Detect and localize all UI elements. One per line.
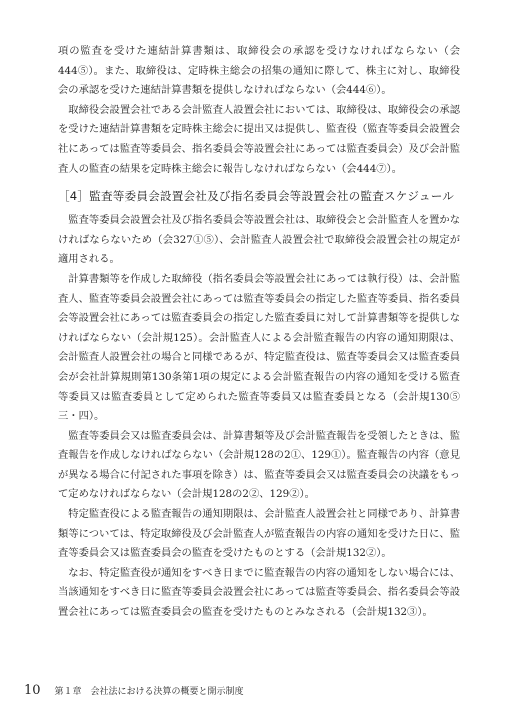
- page-footer: [24, 683, 244, 698]
- section-heading: ［4］監査等委員会設置会社及び指名委員会等設置会社の監査スケジュール: [58, 189, 455, 204]
- page-number: 10: [24, 683, 41, 698]
- paragraph-2: 取締役会設置会社である会計監査人設置会社においては、取締役は、取締役会の承認を受けた連結計算書類を定時株主総会に提出又は提供し、監査役（監査等委員会設置会社にあっては監査等委員会、指名委員会等設置会社にあっては監査委員会）及び会計監査人の監査の結果を定時株主総会に報告しなければならない（会444⑦）。: [58, 103, 460, 175]
- paragraph-4: 計算書類等を作成した取締役（指名委員会等設置会社にあっては執行役）は、会計監査人、監査等委員会設置会社にあっては監査等委員会の指定した監査等委員、指名委員会等設置会社にあっては監査委員会の指定した監査委員に対して計算書類等を提供しなければならない（会計規125）。会計監査人による会計監査報告の内容の通知期限は、会計監査人設置会社の場合と同様であるが、特定監査役は、監査等委員会又は監査委員会が会社計算規則第130条第1項の規定による会計監査報告の内容の通知を受ける監査等委員又は監査委員として定められた監査等委員又は監査委員となる（会計規130⑤三・四）。: [58, 272, 460, 423]
- paragraph-7: なお、特定監査役が通知をすべき日までに監査報告の内容の通知をしない場合には、当該通知をすべき日に監査等委員会設置会社にあっては監査等委員会、指名委員会等設置会社にあっては監査委員会の監査を受けたものとみなされる（会計規132③）。: [58, 566, 460, 619]
- paragraph-1: 項の監査を受けた連結計算書類は、取締役会の承認を受けなければならない（会444⑤）。また、取締役は、定時株主総会の招集の通知に際して、株主に対し、取締役会の承認を受けた連結計算書類を提供しなければならない（会444⑥）。: [58, 45, 460, 97]
- paragraph-3: 監査等委員会設置会社及び指名委員会等設置会社は、取締役会と会計監査人を置かなければならないため（会327①⑤）、会計監査人設置会社で取締役会設置会社の規定が適用される。: [58, 214, 460, 266]
- body-text: [58, 42, 460, 623]
- chapter-title: 第１章 会社法における決算の概要と開示制度: [54, 687, 244, 697]
- paragraph-6: 特定監査役による監査報告の通知期限は、会計監査人設置会社と同様であり、計算書類等については、特定取締役及び会計監査人が監査報告の内容の通知を受けた日に、監査等委員会又は監査委員会の監査を受けたものとする（会計規132②）。: [58, 508, 460, 560]
- paragraph-5: 監査等委員会又は監査委員会は、計算書類等及び会計監査報告を受領したときは、監査報告を作成しなければならない（会計規128の2①、129①）。監査報告の内容（意見が異なる場合に付記された事項を除き）は、監査等委員会又は監査委員会の決議をもって定めなければならない（会計規128の2②、129②）。: [58, 429, 460, 501]
